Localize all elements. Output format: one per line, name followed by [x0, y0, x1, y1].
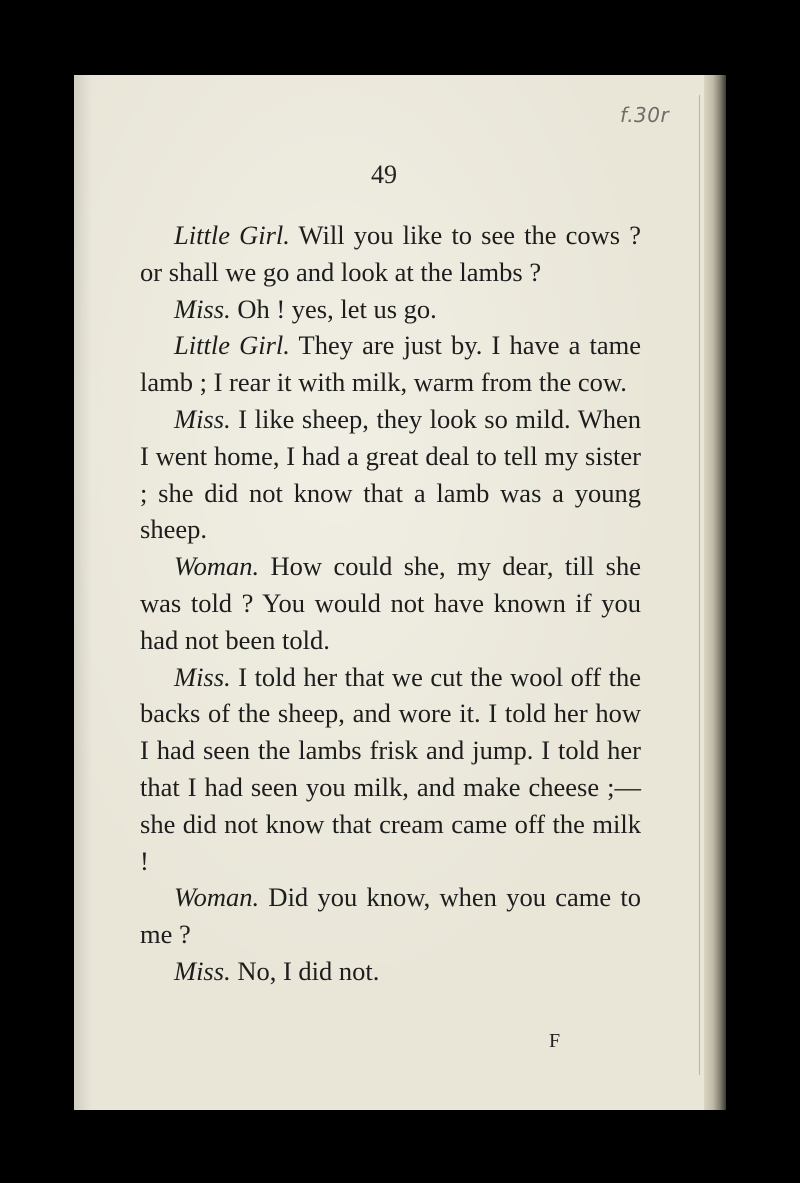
paragraph: [140, 953, 641, 990]
paragraph-body: Will you like to see the cows ? or shall we go and look at the lambs ?: [140, 220, 641, 287]
paragraph-body: Did you know, when you came to me ?: [140, 882, 641, 950]
book-page: [74, 75, 726, 1110]
gathering-signature: F: [549, 1030, 561, 1052]
paragraph-body: They are just by. I have a tame lamb ; I rear it with milk, warm from the cow.: [140, 330, 641, 398]
speaker-label: Miss.: [174, 661, 231, 692]
paragraph: [140, 291, 641, 328]
speaker-label: Woman.: [174, 882, 260, 913]
page-edge-line: [699, 95, 700, 1075]
paragraph-body: No, I did not.: [230, 955, 380, 986]
paragraph-body: I told her that we cut the wool off the backs of the sheep, and wore it. I told her how I had seen the lambs frisk and jump. I told her that I had seen you milk, and make cheese ;—she did not know that cream came off the milk !: [140, 661, 641, 876]
paragraph-body: Oh ! yes, let us go.: [230, 293, 437, 324]
book-spine-edge: [704, 75, 726, 1110]
speaker-label: Miss.: [174, 293, 231, 324]
speaker-label: Little Girl.: [174, 330, 290, 361]
paragraph: [140, 548, 641, 658]
paragraph: [140, 327, 641, 401]
dialogue-text: [140, 217, 641, 990]
paragraph: [140, 879, 641, 953]
speaker-label: Miss.: [174, 403, 231, 434]
paragraph-body: I like sheep, they look so mild. When I went home, I had a great deal to tell my sister ; she did not know that a lamb was a young sheep.: [140, 403, 641, 545]
paragraph-body: How could she, my dear, till she was told ? You would not have known if you had not been told.: [140, 551, 641, 655]
speaker-label: Miss.: [174, 955, 231, 986]
speaker-label: Woman.: [174, 551, 260, 582]
page-number: 49: [371, 160, 397, 189]
folio-shelfmark: f.30r: [620, 103, 670, 127]
paragraph: [140, 217, 641, 291]
speaker-label: Little Girl.: [174, 220, 290, 250]
paragraph: [140, 401, 641, 548]
paragraph: [140, 659, 641, 880]
